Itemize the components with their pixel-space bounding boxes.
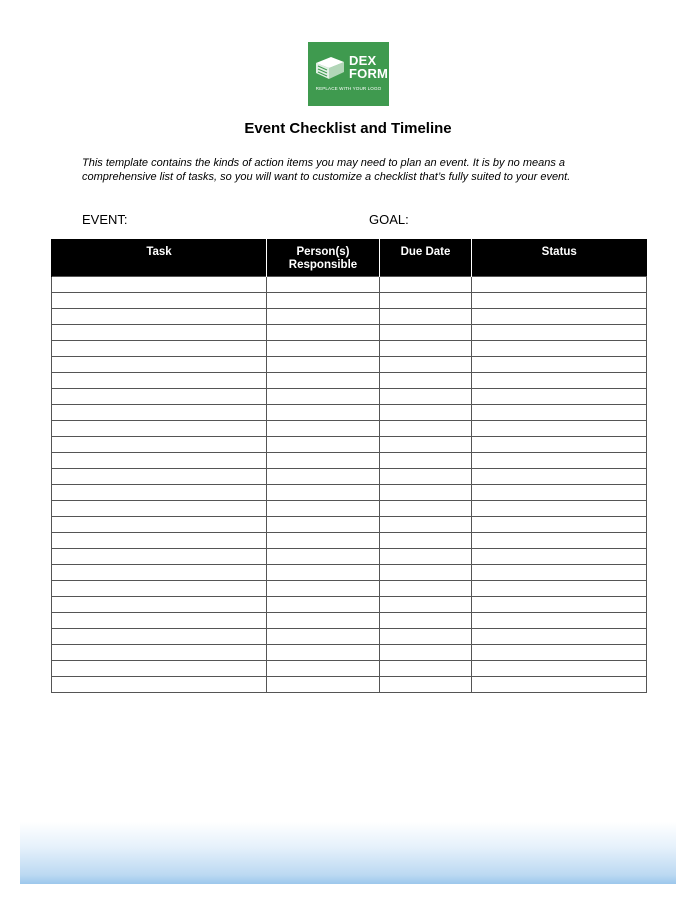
task-cell[interactable] (52, 340, 267, 356)
table-row (52, 676, 647, 692)
document-title: Event Checklist and Timeline (244, 120, 452, 137)
due-date-cell[interactable] (380, 548, 472, 564)
header-status: Status (472, 239, 647, 276)
status-cell[interactable] (472, 660, 647, 676)
task-cell[interactable] (52, 564, 267, 580)
status-cell[interactable] (472, 468, 647, 484)
due-date-cell[interactable] (380, 660, 472, 676)
person-cell[interactable] (267, 612, 380, 628)
due-date-cell[interactable] (380, 404, 472, 420)
status-cell[interactable] (472, 596, 647, 612)
due-date-cell[interactable] (380, 468, 472, 484)
task-cell[interactable] (52, 276, 267, 292)
table-row (52, 564, 647, 580)
status-cell[interactable] (472, 500, 647, 516)
task-cell[interactable] (52, 660, 267, 676)
task-cell[interactable] (52, 356, 267, 372)
person-cell[interactable] (267, 516, 380, 532)
status-cell[interactable] (472, 644, 647, 660)
status-cell[interactable] (472, 388, 647, 404)
table-row (52, 516, 647, 532)
person-cell[interactable] (267, 596, 380, 612)
due-date-cell[interactable] (380, 324, 472, 340)
task-cell[interactable] (52, 612, 267, 628)
status-cell[interactable] (472, 356, 647, 372)
person-cell[interactable] (267, 324, 380, 340)
person-cell[interactable] (267, 340, 380, 356)
table-row (52, 292, 647, 308)
person-cell[interactable] (267, 420, 380, 436)
task-cell[interactable] (52, 596, 267, 612)
checklist-table (51, 239, 647, 693)
logo-text-line1: DEX (349, 53, 377, 68)
event-label: EVENT: (82, 212, 128, 227)
status-cell[interactable] (472, 564, 647, 580)
task-cell[interactable] (52, 308, 267, 324)
person-cell[interactable] (267, 532, 380, 548)
person-cell[interactable] (267, 308, 380, 324)
due-date-cell[interactable] (380, 356, 472, 372)
due-date-cell[interactable] (380, 372, 472, 388)
due-date-cell[interactable] (380, 596, 472, 612)
box-logo-icon (314, 54, 346, 82)
task-cell[interactable] (52, 484, 267, 500)
status-cell[interactable] (472, 516, 647, 532)
table-row (52, 532, 647, 548)
person-cell[interactable] (267, 468, 380, 484)
table-row (52, 660, 647, 676)
status-cell[interactable] (472, 612, 647, 628)
due-date-cell[interactable] (380, 612, 472, 628)
company-logo (308, 42, 389, 106)
task-cell[interactable] (52, 532, 267, 548)
table-row (52, 420, 647, 436)
person-cell[interactable] (267, 388, 380, 404)
due-date-cell[interactable] (380, 644, 472, 660)
person-cell[interactable] (267, 484, 380, 500)
checklist-body (52, 276, 647, 692)
status-cell[interactable] (472, 292, 647, 308)
due-date-cell[interactable] (380, 308, 472, 324)
person-cell[interactable] (267, 548, 380, 564)
task-cell[interactable] (52, 676, 267, 692)
due-date-cell[interactable] (380, 420, 472, 436)
table-row (52, 644, 647, 660)
status-cell[interactable] (472, 484, 647, 500)
table-row (52, 500, 647, 516)
table-row (52, 612, 647, 628)
status-cell[interactable] (472, 580, 647, 596)
due-date-cell[interactable] (380, 452, 472, 468)
status-cell[interactable] (472, 308, 647, 324)
table-row (52, 404, 647, 420)
due-date-cell[interactable] (380, 564, 472, 580)
due-date-cell[interactable] (380, 388, 472, 404)
table-row (52, 276, 647, 292)
due-date-cell[interactable] (380, 500, 472, 516)
person-cell[interactable] (267, 628, 380, 644)
table-row (52, 436, 647, 452)
person-cell[interactable] (267, 580, 380, 596)
person-cell[interactable] (267, 500, 380, 516)
footer-gradient-band (20, 822, 676, 884)
due-date-cell[interactable] (380, 340, 472, 356)
due-date-cell[interactable] (380, 516, 472, 532)
table-row (52, 580, 647, 596)
table-row (52, 548, 647, 564)
status-cell[interactable] (472, 676, 647, 692)
intro-paragraph: This template contains the kinds of action items you may need to plan an event. It is by no means a comprehensive list of tasks, so you will want to customize a checklist that’s fully suited to your event. (82, 157, 571, 183)
task-cell[interactable] (52, 548, 267, 564)
table-row (52, 372, 647, 388)
task-cell[interactable] (52, 468, 267, 484)
person-cell[interactable] (267, 404, 380, 420)
person-cell[interactable] (267, 644, 380, 660)
task-cell[interactable] (52, 644, 267, 660)
due-date-cell[interactable] (380, 276, 472, 292)
goal-label: GOAL: (369, 212, 409, 227)
status-cell[interactable] (472, 404, 647, 420)
table-row (52, 452, 647, 468)
task-cell[interactable] (52, 436, 267, 452)
header-due-date: Due Date (380, 239, 472, 276)
person-cell[interactable] (267, 356, 380, 372)
table-header-row (52, 239, 647, 276)
table-row (52, 628, 647, 644)
person-cell[interactable] (267, 660, 380, 676)
task-cell[interactable] (52, 292, 267, 308)
status-cell[interactable] (472, 372, 647, 388)
person-cell[interactable] (267, 564, 380, 580)
person-cell[interactable] (267, 436, 380, 452)
status-cell[interactable] (472, 532, 647, 548)
task-cell[interactable] (52, 516, 267, 532)
status-cell[interactable] (472, 548, 647, 564)
status-cell[interactable] (472, 628, 647, 644)
status-cell[interactable] (472, 436, 647, 452)
due-date-cell[interactable] (380, 628, 472, 644)
person-cell[interactable] (267, 276, 380, 292)
task-cell[interactable] (52, 388, 267, 404)
person-cell[interactable] (267, 292, 380, 308)
status-cell[interactable] (472, 276, 647, 292)
person-cell[interactable] (267, 676, 380, 692)
person-cell[interactable] (267, 452, 380, 468)
task-cell[interactable] (52, 324, 267, 340)
task-cell[interactable] (52, 420, 267, 436)
header-task: Task (52, 239, 267, 276)
table-row (52, 308, 647, 324)
due-date-cell[interactable] (380, 580, 472, 596)
person-cell[interactable] (267, 372, 380, 388)
table-row (52, 388, 647, 404)
task-cell[interactable] (52, 452, 267, 468)
table-row (52, 340, 647, 356)
logo-text-line2: FORM (349, 66, 389, 81)
status-cell[interactable] (472, 452, 647, 468)
due-date-cell[interactable] (380, 676, 472, 692)
task-cell[interactable] (52, 404, 267, 420)
status-cell[interactable] (472, 340, 647, 356)
header-person-responsible: Person(s) Responsible (267, 239, 380, 276)
status-cell[interactable] (472, 420, 647, 436)
table-row (52, 356, 647, 372)
table-row (52, 468, 647, 484)
task-cell[interactable] (52, 580, 267, 596)
task-cell[interactable] (52, 628, 267, 644)
table-row (52, 484, 647, 500)
due-date-cell[interactable] (380, 484, 472, 500)
due-date-cell[interactable] (380, 532, 472, 548)
table-row (52, 324, 647, 340)
logo-tagline: REPLACE WITH YOUR LOGO (315, 86, 382, 91)
due-date-cell[interactable] (380, 436, 472, 452)
task-cell[interactable] (52, 372, 267, 388)
task-cell[interactable] (52, 500, 267, 516)
due-date-cell[interactable] (380, 292, 472, 308)
table-row (52, 596, 647, 612)
status-cell[interactable] (472, 324, 647, 340)
